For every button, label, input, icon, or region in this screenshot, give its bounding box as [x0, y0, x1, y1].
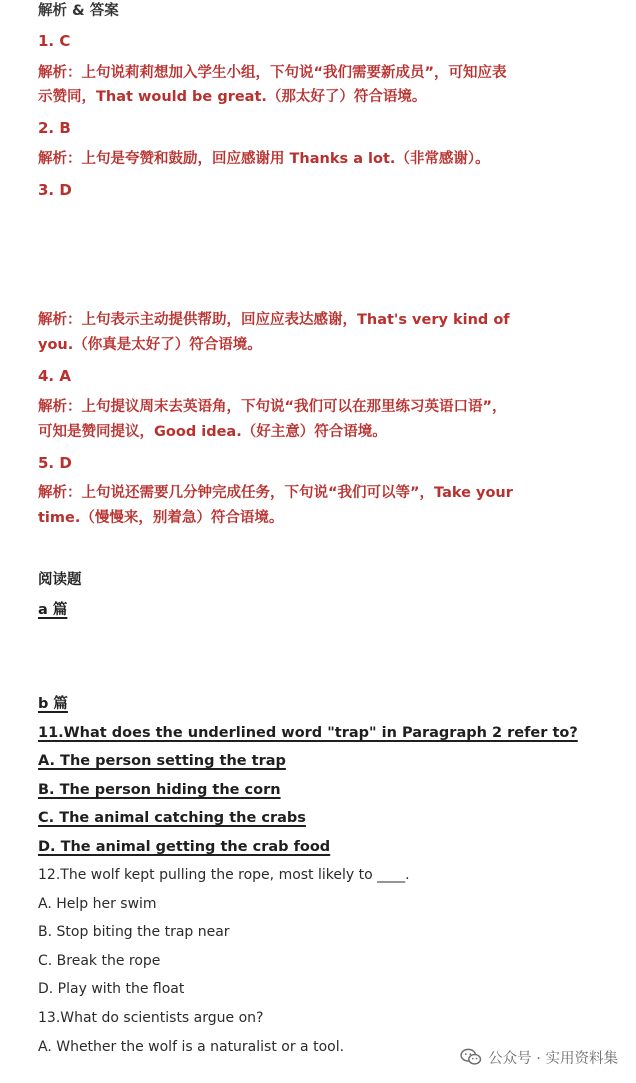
answer-number: 1. C: [38, 32, 71, 50]
question-option: A. The person setting the trap: [38, 753, 286, 769]
answer-number: 4. A: [38, 367, 71, 385]
question-option: D. Play with the float: [38, 981, 185, 997]
question-option: C. Break the rope: [38, 953, 161, 969]
question-stem: 13.What do scientists argue on?: [38, 1010, 264, 1026]
answer-explanation: 解析：上句提议周末去英语角，下句说“我们可以在那里练习英语口语”，: [38, 399, 507, 415]
reading-heading: 阅读题: [38, 572, 82, 588]
watermark-text: 公众号 · 实用资料集: [488, 1050, 618, 1067]
wechat-icon: [460, 1048, 482, 1066]
question-option: B. Stop biting the trap near: [38, 924, 230, 940]
watermark: [460, 1046, 618, 1068]
answer-explanation: 解析：上句说还需要几分钟完成任务，下句说“我们可以等”，Take your: [38, 485, 513, 501]
question-option: C. The animal catching the crabs: [38, 810, 306, 826]
question-option: B. The person hiding the corn: [38, 782, 281, 798]
answer-explanation: 解析：上句说莉莉想加入学生小组，下句说“我们需要新成员”，可知应表: [38, 65, 507, 81]
answer-number: 3. D: [38, 181, 72, 199]
answer-explanation: 解析：上句表示主动提供帮助，回应应表达感谢，That's very kind of: [38, 312, 510, 328]
passage-a-label: a 篇: [38, 602, 68, 618]
answer-number: 2. B: [38, 119, 71, 137]
passage-b-label: b 篇: [38, 696, 68, 712]
question-option: D. The animal getting the crab food: [38, 839, 331, 855]
question-stem: 12.The wolf kept pulling the rope, most likely to ____.: [38, 867, 410, 883]
answer-explanation: 示赞同，That would be great.（那太好了）符合语境。: [38, 89, 427, 105]
question-option: A. Help her swim: [38, 896, 157, 912]
answer-explanation: time.（慢慢来，别着急）符合语境。: [38, 510, 284, 526]
question-stem: 11.What does the underlined word "trap" in Paragraph 2 refer to?: [38, 725, 578, 741]
answer-number: 5. D: [38, 454, 72, 472]
answer-explanation: 可知是赞同提议，Good idea.（好主意）符合语境。: [38, 424, 387, 440]
question-option: A. Whether the wolf is a naturalist or a tool.: [38, 1039, 345, 1055]
section-title: 解析 & 答案: [38, 3, 119, 19]
answer-explanation: 解析：上句是夸赞和鼓励，回应感谢用 Thanks a lot.（非常感谢）。: [38, 151, 490, 167]
answer-explanation: you.（你真是太好了）符合语境。: [38, 337, 262, 353]
